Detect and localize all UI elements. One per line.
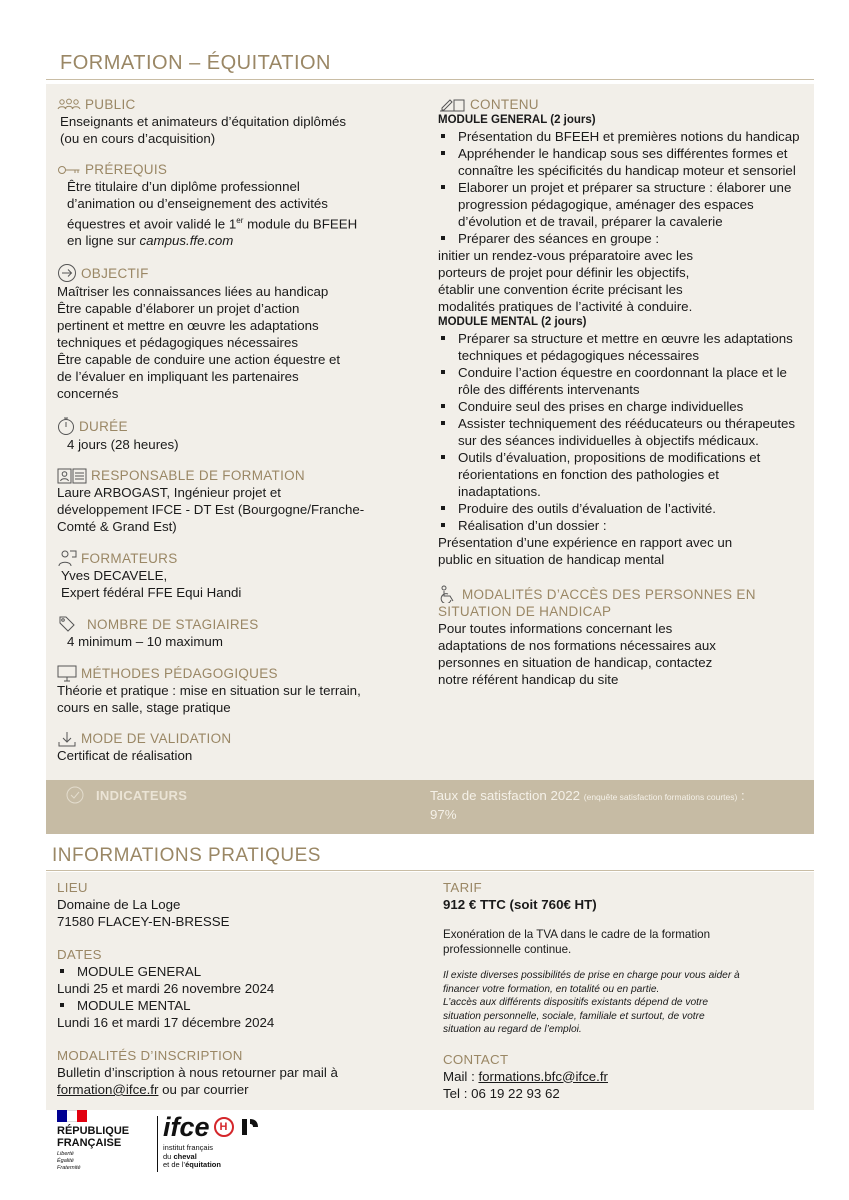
tarif-label: TARIF: [443, 880, 482, 895]
public-section: [57, 96, 417, 147]
responsable-section: [57, 467, 417, 535]
formateurs-section: [57, 549, 417, 601]
contenu-section: [438, 96, 800, 568]
flag-icon: [57, 1110, 87, 1122]
duree-text: 4 jours (28 heures): [67, 437, 179, 453]
tarif-price: 912 € TTC (soit 760€ HT): [443, 897, 597, 912]
responsable-text: Laure ARBOGAST, Ingénieur projet et développement IFCE - DT Est (Bourgogne/Franche- Comté & Grand Est): [57, 485, 365, 535]
lieu-label: LIEU: [57, 880, 88, 895]
prerequis-text: Être titulaire d’un diplôme professionnel d’animation ou d’enseignement des activités équestres et avoir validé le 1er module du BFEEH en ligne sur campus.ffe.com: [67, 179, 358, 249]
date-module1: Lundi 25 et mardi 26 novembre 2024: [57, 981, 275, 996]
module-general-list: [438, 128, 800, 247]
indicators-heading: INDICATEURS: [96, 787, 188, 803]
people-icon: [57, 98, 81, 112]
public-text: Enseignants et animateurs d’équitation diplômés (ou en cours d’acquisition): [60, 114, 347, 146]
objectif-text: Maîtriser les connaissances liées au handicap Être capable d’élaborer un projet d’action pertinent et mettre en œuvre les adaptations techniques et pédagogiques nécessaires Être capable de conduire une action équestre et de l’évaluer en impliquant les partenaires concernés: [57, 284, 341, 402]
stagiaires-section: [57, 615, 417, 650]
list-item: Présentation du BFEEH et premières notions du handicap: [438, 128, 800, 145]
stagiaires-heading: NOMBRE DE STAGIAIRES: [87, 616, 259, 632]
list-item: Produire des outils d’évaluation de l’activité.: [438, 500, 800, 517]
rider-icon: [238, 1115, 260, 1139]
list-item: Elaborer un projet et préparer sa structure : élaborer une progression pédagogique, aménager des espaces d’évolution et de travail, préparer la cavalerie: [438, 179, 800, 230]
module-mental-list: [438, 330, 800, 534]
list-item: Préparer sa structure et mettre en œuvre les adaptations techniques et pédagogiques nécessaires: [438, 330, 800, 364]
module-general-title: MODULE GENERAL (2 jours): [438, 114, 596, 126]
dates-list: [57, 963, 417, 980]
prerequis-section: [57, 161, 417, 249]
inscription-text: Bulletin d’inscription à nous retourner par mail à formation@ifce.fr ou par courrier: [57, 1065, 338, 1097]
acces-heading-2: SITUATION DE HANDICAP: [438, 604, 612, 619]
stagiaires-text: 4 minimum – 10 maximum: [67, 634, 223, 650]
logo-divider: [157, 1116, 158, 1172]
acces-text: Pour toutes informations concernant les adaptations de nos formations nécessaires aux personnes en situation de handicap, contactez notre référent handicap du site: [438, 621, 716, 687]
section-divider: [46, 870, 814, 871]
module-mental-detail: Présentation d’une expérience en rapport avec un public en situation de handicap mental: [438, 535, 733, 567]
list-item: Assister techniquement des rééducateurs ou thérapeutes sur des séances individuelles à objectifs médicaux.: [438, 415, 800, 449]
duree-heading: DURÉE: [79, 418, 128, 434]
validation-heading: MODE DE VALIDATION: [81, 731, 232, 747]
republique-francaise-logo: RÉPUBLIQUE FRANÇAISE Liberté Égalité Fraternité: [57, 1110, 147, 1172]
methodes-section: [57, 664, 417, 716]
indicators-text: Taux de satisfaction 2022 (enquête satisfaction formations courtes) : 97%: [430, 787, 810, 823]
tag-icon: [57, 615, 83, 633]
right-column: [438, 96, 800, 688]
arrow-circle-icon: [57, 263, 77, 283]
objectif-section: [57, 263, 417, 402]
formateurs-text: Yves DECAVELE, Expert fédéral FFE Equi Handi: [61, 568, 242, 601]
list-item: Appréhender le handicap sous ses différentes formes et connaître les spécificités du handicap moteur et sensoriel: [438, 145, 800, 179]
left-column: [57, 96, 417, 778]
inscription-label: MODALITÉS D’INSCRIPTION: [57, 1048, 243, 1063]
validation-text: Certificat de réalisation: [57, 748, 193, 764]
formateurs-heading: FORMATEURS: [81, 550, 178, 566]
accessibility-icon: [438, 585, 458, 603]
dates-label: DATES: [57, 947, 102, 962]
check-circle-icon: [66, 786, 84, 804]
date-module2: Lundi 16 et mardi 17 décembre 2024: [57, 1015, 275, 1030]
id-card-icon: [57, 468, 87, 484]
infos-left-column: [57, 879, 417, 1098]
module-mental-title: MODULE MENTAL (2 jours): [438, 316, 587, 328]
tva-text: Exonération de la TVA dans le cadre de la formation professionnelle continue.: [443, 928, 711, 956]
infos-right-column: [443, 879, 813, 1102]
objectif-heading: OBJECTIF: [81, 265, 149, 281]
title-divider: [46, 79, 814, 80]
contact-phone: Tel : 06 19 22 93 62: [443, 1085, 560, 1101]
list-item: Conduire seul des prises en charge individuelles: [438, 398, 800, 415]
prerequis-heading: PRÉREQUIS: [85, 162, 168, 177]
campus-link[interactable]: campus.ffe.com: [139, 233, 234, 249]
monitor-icon: [57, 664, 77, 682]
contenu-heading: CONTENU: [470, 97, 539, 112]
horseshoe-icon: H: [214, 1117, 234, 1137]
teacher-icon: [57, 549, 77, 567]
lieu-text: Domaine de La Loge 71580 FLACEY-EN-BRESSE: [57, 897, 230, 929]
inscription-email-link[interactable]: formation@ifce.fr: [57, 1082, 159, 1097]
methodes-text: Théorie et pratique : mise en situation sur le terrain, cours en salle, stage pratique: [57, 683, 361, 716]
acces-section: [438, 586, 800, 688]
list-item: MODULE MENTAL: [57, 997, 417, 1014]
responsable-heading: RESPONSABLE DE FORMATION: [91, 468, 305, 484]
list-item: Outils d’évaluation, propositions de modifications et réorientations en fonction des pathologies et inadaptations.: [438, 449, 800, 500]
key-icon: [57, 164, 81, 176]
writing-icon: [438, 97, 466, 113]
acces-heading: MODALITÉS D’ACCÈS DES PERSONNES EN: [462, 587, 756, 602]
download-icon: [57, 731, 77, 747]
validation-section: [57, 730, 417, 764]
section-title: INFORMATIONS PRATIQUES: [52, 845, 321, 866]
page-title: FORMATION – ÉQUITATION: [60, 52, 331, 74]
contact-email-link[interactable]: formations.bfc@ifce.fr: [478, 1068, 608, 1084]
contact-text: Mail : formations.bfc@ifce.fr Tel : 06 19 22 93 62: [443, 1068, 813, 1102]
stopwatch-icon: [57, 416, 75, 436]
satisfaction-value: 97%: [430, 807, 457, 822]
public-heading: PUBLIC: [85, 97, 136, 112]
financement-note: Il existe diverses possibilités de prise en charge pour vous aider à financer votre formation, en totalité ou en partie. L’accès aux différents dispositifs existants dépend de votre situation personnelle, sociale, familiale et surtout, de votre situation au regard de l’emploi.: [443, 970, 740, 1035]
list-item: MODULE GENERAL: [57, 963, 417, 980]
ifce-logo: ifce H institut français du cheval et de l’équitation: [163, 1112, 293, 1170]
duree-section: [57, 416, 417, 453]
methodes-heading: MÉTHODES PÉDAGOGIQUES: [81, 665, 278, 681]
contact-label: CONTACT: [443, 1051, 509, 1067]
list-item: Réalisation d’un dossier :: [438, 517, 800, 534]
list-item: Conduire l’action équestre en coordonnant la place et le rôle des différents intervenants: [438, 364, 800, 398]
list-item: Préparer des séances en groupe :: [438, 230, 800, 247]
module-general-detail: initier un rendez-vous préparatoire avec les porteurs de projet pour définir les objectifs, établir une convention écrite précisant les modalités pratiques de l’activité à conduire.: [438, 248, 693, 314]
